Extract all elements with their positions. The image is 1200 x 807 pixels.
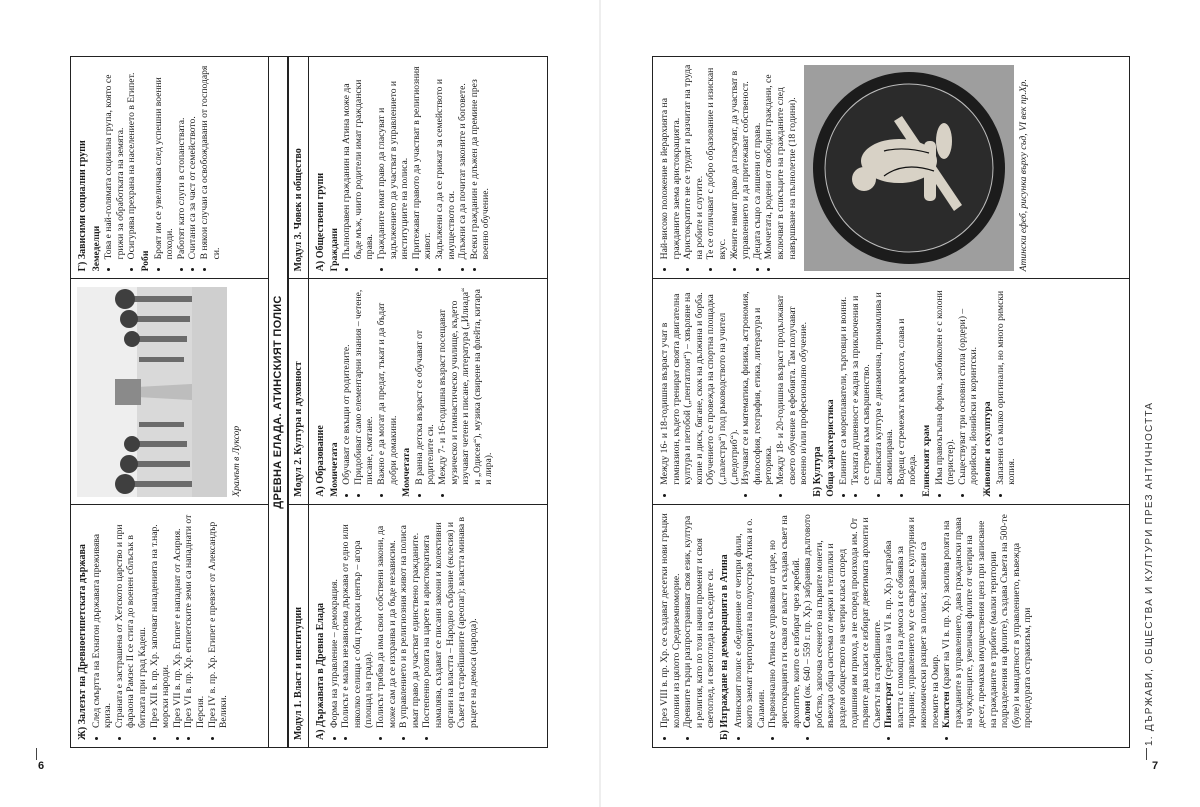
- boys-list: [414, 286, 495, 496]
- education-heading: А) Образование: [315, 425, 326, 497]
- running-head: 1. ДЪРЖАВИ, ОБЩЕСТВА И КУЛТУРИ ПРЕЗ АНТИЧНОСТТА: [1144, 401, 1155, 746]
- egypt-decline-cell: [71, 504, 268, 747]
- list-item: • Елинската култура е динамична, примамлива и асимилирана.: [873, 286, 896, 484]
- democracy-list: [733, 512, 1034, 740]
- list-item: • Важно е да могат да предат, тъкат и да бъдат добри домакини.: [376, 286, 399, 484]
- list-item: • През VII в. пр. Хр. Египет е нападнат от Асирия.: [172, 512, 184, 728]
- farmers-subheading: Земеделци: [90, 225, 102, 272]
- list-item: • Елините са мореплаватели, търговци и воини.: [838, 286, 850, 484]
- list-item: • Длъжни са да почитат законите и боговете.: [457, 64, 469, 259]
- list-item: • Момчетата, родени от свободни граждани, се включват в списъците на гражданите след навършване на пълнолетие (18 години).: [763, 64, 798, 259]
- egypt-row: [71, 57, 269, 747]
- list-item: • Това е най-голямата социална група, която се грижи за обработката на земята.: [103, 64, 126, 259]
- list-item: • Съществуват три основни стила (ордери) – дорийски, йонийски и коринтски.: [957, 286, 980, 484]
- list-item: • Тяхната душевност е жадна за приключения и се стреми към съвършенство.: [850, 286, 873, 484]
- greek-state-list: [329, 512, 480, 740]
- culture-heading: Б) Култура: [811, 446, 823, 497]
- list-item-text: Атинският полис е обединение от четири фили, които заемат територията на полуостров Атика и о. Саламин.: [732, 518, 767, 728]
- list-item: • Най-високо положение в йерархията на гражданите заема аристокрацията.: [659, 64, 682, 259]
- page-rule: [1146, 748, 1147, 760]
- left-rotated-content: [70, 56, 548, 748]
- right-content-row: [653, 57, 1129, 747]
- list-item: • Изучават се и математика, физика, астрономия, философия, география, етика, литература и реторика.: [740, 286, 775, 484]
- list-item: • Пълноправен гражданин на Атина може да бъде мъж, чиито родители имат граждански права.: [341, 64, 376, 259]
- painting-sculpture-subheading: Живопис и скулптура: [982, 401, 994, 497]
- list-item: • Жените нямат право да гласуват, да участват в управлението и да притежават собственост.: [729, 64, 752, 259]
- list-item: • Между 16- и 18-годишна възраст учат в гимназион, където тренират своята двигателна култура и петобой („пентатлон“) – хвърляне на копие и диск, бягане, скок на дължина и борба. Обучението се провежда на спортна площадка („палестра“) под ръководството на учител („педотриб“).: [659, 286, 740, 484]
- list-item: • Всеки гражданин е длъжен да премине през военно обучение.: [469, 64, 492, 259]
- greece-content-row: [309, 57, 547, 747]
- list-item: • Постепенно ролята на царете и аристократията намалява, създават се писани закони и колективни органи на властта – Народно събрание (еклесия) и Съвет на старейшините (ареопаг); властта минава в ръцете на демоса (народа).: [421, 512, 479, 728]
- education-continued-list: [659, 286, 810, 496]
- list-item: • Полисът трябва да има свои собствени закони, да може сам да се изхранва и да бъде независим.: [375, 512, 398, 728]
- egypt-decline-list: [91, 512, 230, 740]
- list-item: • Аристократите не се трудят и разчитат на труда на робите и слугите.: [682, 64, 705, 259]
- leader-name: Солон: [802, 700, 814, 728]
- right-rotated-content: [652, 56, 1130, 748]
- module-3-header: Модул 3. Човек и общество: [293, 148, 304, 272]
- culture-cell: [653, 278, 1129, 503]
- list-item: • Обучават се вкъщи от родителите.: [341, 286, 353, 484]
- greek-state-cell: [309, 504, 547, 747]
- list-item: • След смъртта на Ехнатон държавата преживява криза.: [91, 512, 114, 728]
- girls-list: [341, 286, 399, 496]
- list-item: • Придобиват само елементарни знания – четене, писане, смятане.: [353, 286, 376, 484]
- slaves-subheading: Роби: [139, 250, 151, 272]
- list-item: [883, 512, 941, 728]
- module-2-header: Модул 2. Култура и духовност: [289, 278, 308, 503]
- aristocracy-list: [659, 64, 798, 271]
- democracy-heading: Б) Изграждане на демокрацията в Атина: [718, 554, 730, 740]
- left-table: [70, 56, 548, 748]
- list-item: • Задължени са да се грижат за семейството и имуществото си.: [434, 64, 457, 259]
- dependent-groups-cell: [71, 57, 268, 278]
- farmers-list: [103, 64, 138, 271]
- list-item: • Между 7- и 16-годишна възраст посещават музическо и гимнастическо училище, където изучават четене и писане, литература („Илиада“ и „Одисея“), музика (свирене на флейта, китара и лира).: [437, 286, 495, 484]
- citizens-list: [341, 64, 492, 271]
- temple-list: [934, 286, 980, 496]
- citizens-subheading: Граждани: [328, 228, 340, 272]
- education-cell: [309, 278, 547, 503]
- list-item: • В някои случаи са освобождавани от господаря си.: [199, 64, 222, 259]
- greek-vase-painting: [804, 65, 1014, 271]
- leader-name: Клистен: [941, 691, 953, 728]
- list-item-text: (краят на VI в. пр. Хр.) засилва ролята на гражданите в управлението, дава граждански права на чужденците, увеличава филите от четири на десет, премахва имуществения ценз при записване на гражданите в трибите (малки територии подразделения на филите), създава Съвета на 500-те (буле) и мандатност в управлението, въвежда процедурата остракизъм, при: [941, 514, 1034, 728]
- list-item: • Притежават правото да участват в религиозния живот.: [411, 64, 434, 259]
- list-item: • През IV в. пр. Хр. Египет е превзет от Александър Велики.: [207, 512, 230, 728]
- list-item: [733, 512, 768, 728]
- list-item: • Гражданите имат право да гласуват и задължението да участват в управлението и институциите на полиса.: [376, 64, 411, 259]
- list-item-text: Първоначално Атина се управлява от царе, но аристокрацията ги сваля от власт и създава съвет на архонтите, които се избират чрез жребий.: [767, 515, 802, 728]
- list-item: • Децата също са лишени от права.: [752, 64, 764, 259]
- greece-banner: ДРЕВНА ЕЛАДА. АТИНСКИЯТ ПОЛИС: [269, 57, 288, 747]
- list-item: • През VIII в. пр. Хр. се създават десетки нови гръцки колонии из цялото Средиземноморие.: [659, 512, 682, 728]
- list-item: [941, 512, 1034, 728]
- luxor-photo-caption: Храмът в Луксор: [231, 425, 242, 497]
- boys-subheading: Момчетата: [401, 447, 413, 497]
- list-item-text: (средата на VI в. пр. Хр.) заграбва властта с помощта на демоса и се обявява за тиранин; управлението му се свързва с културния и икономически разцвет за полиса; записани са поемите на Омир.: [883, 517, 941, 728]
- list-item: • Между 18- и 20-годишна възраст продължават своето обучение в ефебията. Там получават военно и/или професионално обучение.: [775, 286, 810, 484]
- list-item: • Форма на управление – демокрация.: [329, 512, 341, 728]
- list-item: • Те се отличават с добро образование и изискан вкус.: [705, 64, 728, 259]
- module-header-row: [289, 57, 309, 747]
- aristocracy-cell: [653, 57, 1129, 278]
- list-item: • Древните гърци разпространяват своя език, култура и религия, като по този начин променят и своя светоглед, и светогледа на съседите си.: [682, 512, 717, 728]
- temple-subheading: Елинският храм: [921, 424, 933, 497]
- egypt-decline-heading: Ж) Залезът на Древноегипетската държава: [77, 544, 88, 740]
- slaves-list: [153, 64, 223, 271]
- banner-row: [269, 57, 289, 747]
- page-number-left: 6: [38, 760, 45, 772]
- list-item: [767, 512, 802, 728]
- leader-name: Пизистрат: [883, 681, 895, 728]
- list-item: • През XII в. пр. Хр. започват нападенията на т.нар. морски народи.: [149, 512, 172, 728]
- module-1-header: Модул 1. Власт и институции: [289, 504, 308, 747]
- right-table: [652, 56, 1130, 748]
- page-number-right: 7: [1152, 760, 1159, 772]
- colonies-list: [659, 512, 717, 740]
- list-item: • Броят им се увеличава след успешни военни походи.: [153, 64, 176, 259]
- running-head-wrap: [1144, 46, 1160, 746]
- list-item: • Осигурява прехрана на населението в Египет.: [126, 64, 138, 259]
- vase-caption: Атински ефеб, рисунка върху съд, VI век пр.Хр.: [1018, 79, 1030, 272]
- list-item: • През VI в. пр. Хр. египетските земи са нападнати от Персия.: [183, 512, 206, 728]
- democracy-cell: [653, 504, 1129, 747]
- social-groups-heading: А) Обществени групи: [315, 172, 326, 272]
- list-item: • Страната е застрашена от Хетското царство и при фараона Рамзес II се стига до военен сблъсък в битката при град Кадеш.: [114, 512, 149, 728]
- list-item: • Водещ е стремежът към красота, слава и победа.: [896, 286, 919, 484]
- characteristics-list: [838, 286, 919, 496]
- list-item: • Считани са за част от семейството.: [187, 64, 199, 259]
- dependent-groups-heading: Г) Зависими социални групи: [77, 140, 88, 272]
- list-item: • В ранна детска възраст се обучават от родителите си.: [414, 286, 437, 484]
- general-characteristics-subheading: Обща характеристика: [825, 399, 837, 497]
- girls-subheading: Момичетата: [328, 442, 340, 497]
- luxor-photo-cell: [71, 278, 268, 503]
- list-item: • Полисът е малка независима държава от едно или няколко селища с общ градски център – агора (площад на града).: [340, 512, 375, 728]
- social-groups-cell: [309, 57, 547, 278]
- greek-state-heading: А) Държавата в Древна Елада: [315, 602, 326, 740]
- list-item: • В управлението и в религиозния живот на полиса имат право да участват единствено гражданите.: [398, 512, 421, 728]
- list-item: • Има правоъгълна форма, заобиколен е с колони (перистер).: [934, 286, 957, 484]
- list-item: • Работят като слуги в стопанствата.: [176, 64, 188, 259]
- luxor-temple-photo: [77, 287, 227, 497]
- list-item: [802, 512, 883, 728]
- right-page: [600, 0, 1200, 807]
- painting-list: [995, 286, 1018, 496]
- list-item-text: (ок. 640 – 559 г. пр. Хр.) забранява дълговото робство, започва сеченето на първите монети, въвежда обща система от мерки и теглилки и разделя обществото на четири класа според годишния им приход, а не според произхода им. От първите два класи се избират деветимата архонти и Съветът на старейшините.: [802, 514, 883, 728]
- list-item: • Запазени са малко оригинали, но много римски копия.: [995, 286, 1018, 484]
- page-rule: [36, 748, 37, 760]
